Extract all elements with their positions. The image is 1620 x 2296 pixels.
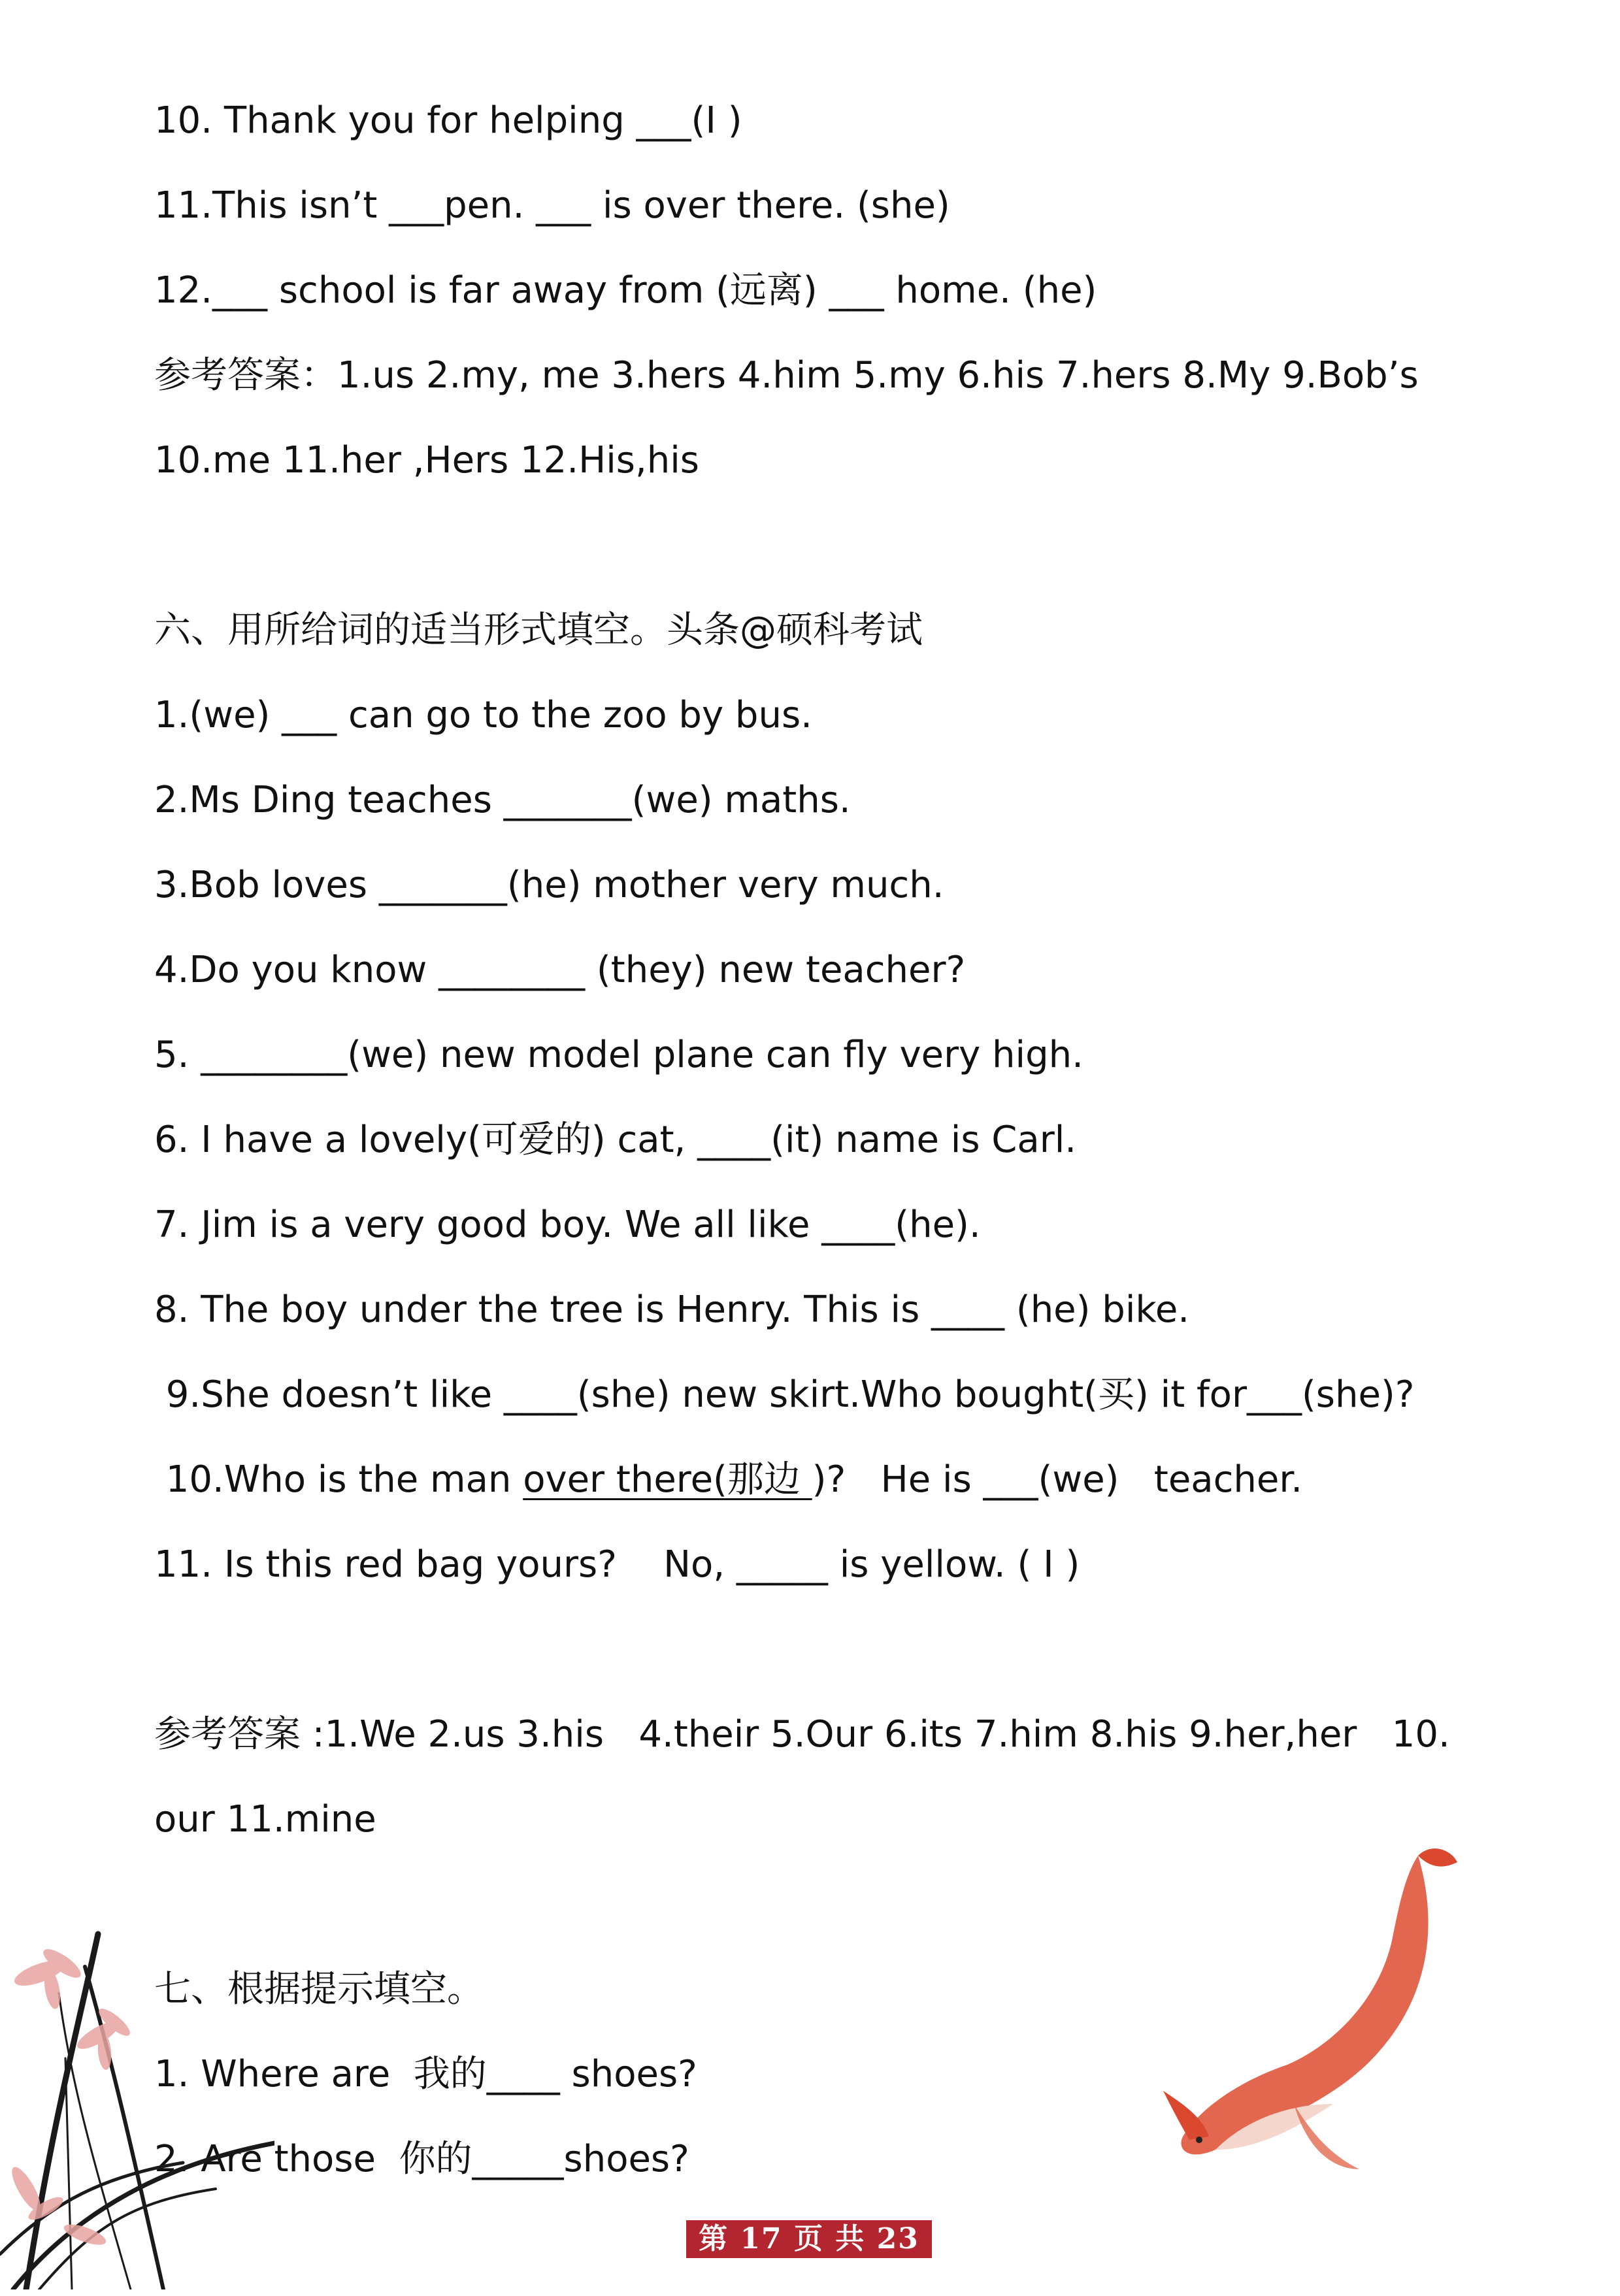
q10-suffix: )? He is ___(we) teacher.: [812, 1458, 1303, 1501]
q10-prefix: 10.Who is the man: [154, 1458, 523, 1501]
question-10: 10. Thank you for helping ___(I ): [154, 99, 742, 142]
s6-question-11: 11. Is this red bag yours? No, _____ is yellow. ( I ): [154, 1543, 1080, 1586]
koi-fish-icon: [1163, 1843, 1464, 2182]
s6-question-6: 6. I have a lovely(可爱的) cat, ____(it) name is Carl.: [154, 1119, 1077, 1161]
s6-question-7: 7. Jim is a very good boy. We all like ____(he).: [154, 1204, 981, 1246]
s6-question-8: 8. The boy under the tree is Henry. This is ____ (he) bike.: [154, 1288, 1190, 1331]
s6-question-5: 5. ________(we) new model plane can fly very high.: [154, 1034, 1083, 1076]
s6-answer-key-line-2: our 11.mine: [154, 1798, 376, 1841]
s6-question-9: 9.She doesn’t like ____(she) new skirt.Who bought(买) it for___(she)?: [154, 1373, 1415, 1416]
question-11: 11.This isn’t ___pen. ___ is over there. (she): [154, 184, 950, 227]
s7-question-1: 1. Where are 我的____ shoes?: [154, 2053, 697, 2095]
s6-question-1: 1.(we) ___ can go to the zoo by bus.: [154, 694, 812, 736]
s7-question-2: 2. Are those 你的_____shoes?: [154, 2138, 689, 2180]
question-12: 12.___ school is far away from (远离) ___ home. (he): [154, 269, 1097, 312]
q10-underlined-phrase: over there(那边: [523, 1458, 812, 1501]
s6-question-3: 3.Bob loves _______(he) mother very much.: [154, 864, 944, 906]
page-number-badge: 第 17 页 共 23 页: [686, 2220, 932, 2258]
answer-key-line-2: 10.me 11.her ,Hers 12.His,his: [154, 439, 699, 482]
s6-question-2: 2.Ms Ding teaches _______(we) maths.: [154, 779, 851, 821]
orchid-branch-icon: [0, 1927, 274, 2289]
section-6-title: 六、用所给词的适当形式填空。头条@硕科考试: [154, 609, 923, 651]
section-7-title: 七、根据提示填空。: [154, 1968, 484, 2010]
s6-question-4: 4.Do you know ________ (they) new teacher?: [154, 949, 966, 991]
s6-question-10: [154, 1454, 1302, 1506]
s6-answer-key-line-1: 参考答案 :1.We 2.us 3.his 4.their 5.Our 6.its 7.him 8.his 9.her,her 10.: [154, 1713, 1450, 1756]
answer-key-line-1: 参考答案：1.us 2.my, me 3.hers 4.him 5.my 6.his 7.hers 8.My 9.Bob’s: [154, 354, 1419, 397]
